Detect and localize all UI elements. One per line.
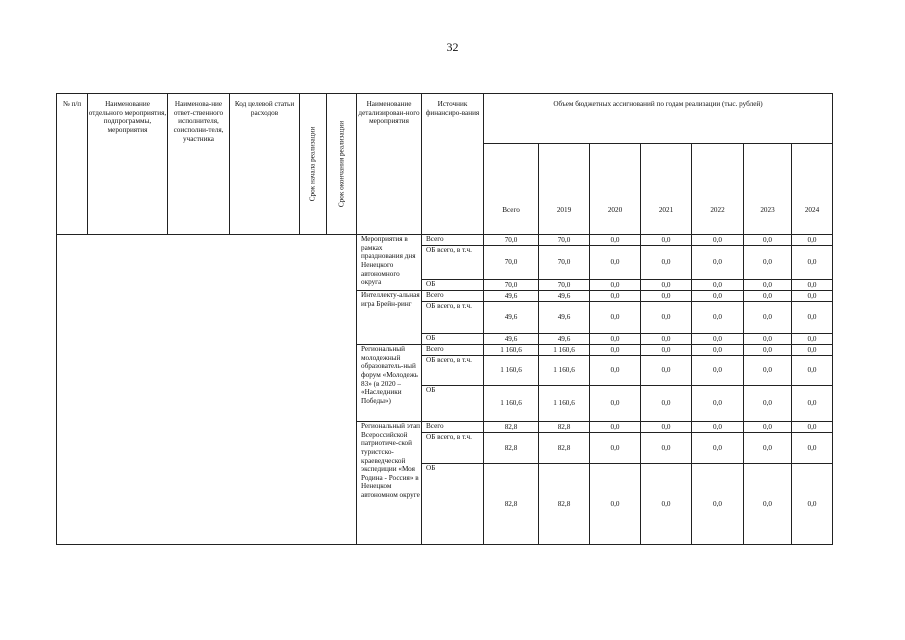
budget-value: 0,0 (744, 433, 792, 464)
header-budget-title: Объем бюджетных ассигнований по годам реализации (тыс. рублей) (484, 94, 833, 144)
budget-value: 0,0 (792, 302, 833, 334)
budget-value: 0,0 (744, 291, 792, 302)
budget-value: 0,0 (590, 334, 641, 345)
budget-value: 0,0 (590, 422, 641, 433)
budget-value: 82,8 (484, 464, 539, 545)
header-executor: Наименова-ние ответ-ственного исполнителя, соисполни-теля, участника (168, 94, 230, 235)
detailed-event-name: Региональный этап Всероссийской патриотиче-ской туристско-краеведческой экспедиции «Моя Родина - Россия» в Ненецком автономном округе (357, 422, 422, 545)
budget-value: 0,0 (744, 334, 792, 345)
budget-value: 0,0 (792, 356, 833, 386)
budget-value: 0,0 (744, 345, 792, 356)
blank-left-cells (57, 235, 357, 545)
budget-value: 0,0 (692, 464, 744, 545)
detailed-event-name: Региональный молодежный образователь-ный форум «Молодежь 83» (в 2020 – «Наследники Победы») (357, 345, 422, 422)
detailed-event-name: Мероприятия в рамках празднования дня Ненецкого автономного округа (357, 235, 422, 291)
budget-value: 0,0 (792, 280, 833, 291)
budget-value: 0,0 (641, 464, 692, 545)
budget-value: 0,0 (590, 246, 641, 280)
budget-value: 0,0 (692, 356, 744, 386)
budget-value: 0,0 (641, 302, 692, 334)
budget-value: 82,8 (539, 422, 590, 433)
budget-value: 0,0 (641, 280, 692, 291)
budget-value: 0,0 (590, 464, 641, 545)
detailed-event-name: Интеллекту-альная игра Брейн-ринг (357, 291, 422, 345)
budget-value: 0,0 (641, 345, 692, 356)
budget-value: 0,0 (744, 302, 792, 334)
budget-value: 49,6 (539, 291, 590, 302)
budget-value: 0,0 (641, 334, 692, 345)
budget-value: 0,0 (692, 422, 744, 433)
budget-value: 0,0 (641, 422, 692, 433)
budget-value: 0,0 (792, 422, 833, 433)
funding-source: ОБ (422, 464, 484, 545)
budget-value: 0,0 (692, 302, 744, 334)
budget-value: 0,0 (792, 433, 833, 464)
header-year-0: Всего (484, 144, 539, 235)
budget-value: 70,0 (484, 235, 539, 246)
budget-value: 0,0 (692, 345, 744, 356)
table-row (57, 235, 833, 246)
budget-value: 0,0 (590, 302, 641, 334)
budget-value: 0,0 (692, 386, 744, 422)
budget-value: 0,0 (692, 334, 744, 345)
header-source: Источник финансиро-вания (422, 94, 484, 235)
funding-source: Всего (422, 291, 484, 302)
header-code: Код целевой статьи расходов (230, 94, 300, 235)
header-year-6: 2024 (792, 144, 833, 235)
budget-value: 0,0 (692, 235, 744, 246)
budget-value: 0,0 (744, 386, 792, 422)
funding-source: ОБ всего, в т.ч. (422, 433, 484, 464)
header-start-term: Срок начала реализации (300, 94, 327, 235)
budget-value: 1 160,6 (539, 356, 590, 386)
budget-value: 0,0 (641, 386, 692, 422)
header-year-3: 2021 (641, 144, 692, 235)
budget-value: 0,0 (590, 356, 641, 386)
budget-value: 0,0 (792, 464, 833, 545)
budget-value: 1 160,6 (539, 345, 590, 356)
budget-value: 0,0 (641, 433, 692, 464)
header-year-4: 2022 (692, 144, 744, 235)
budget-value: 82,8 (539, 433, 590, 464)
budget-value: 0,0 (744, 422, 792, 433)
budget-value: 0,0 (692, 280, 744, 291)
funding-source: Всего (422, 345, 484, 356)
budget-value: 0,0 (744, 356, 792, 386)
budget-value: 0,0 (692, 433, 744, 464)
budget-value: 82,8 (484, 422, 539, 433)
budget-value: 70,0 (539, 280, 590, 291)
budget-value: 70,0 (484, 280, 539, 291)
budget-value: 0,0 (792, 246, 833, 280)
budget-value: 1 160,6 (484, 386, 539, 422)
header-year-1: 2019 (539, 144, 590, 235)
header-event-name: Наименование отдельного мероприятия, подпрограммы, мероприятия (88, 94, 168, 235)
budget-value: 0,0 (590, 280, 641, 291)
header-year-5: 2023 (744, 144, 792, 235)
budget-value: 0,0 (590, 291, 641, 302)
header-end-term: Срок окончания реализации (327, 94, 357, 235)
budget-value: 70,0 (484, 246, 539, 280)
header-year-2: 2020 (590, 144, 641, 235)
funding-source: Всего (422, 235, 484, 246)
budget-value: 0,0 (692, 246, 744, 280)
budget-value: 0,0 (744, 464, 792, 545)
page-number: 32 (446, 40, 459, 54)
budget-value: 49,6 (539, 302, 590, 334)
budget-value: 0,0 (590, 235, 641, 246)
budget-value: 0,0 (744, 235, 792, 246)
budget-value: 0,0 (590, 433, 641, 464)
budget-value: 0,0 (792, 386, 833, 422)
budget-value: 0,0 (744, 246, 792, 280)
budget-value: 0,0 (692, 291, 744, 302)
budget-value: 70,0 (539, 246, 590, 280)
budget-value: 1 160,6 (484, 356, 539, 386)
budget-value: 49,6 (484, 291, 539, 302)
budget-table (56, 93, 833, 545)
budget-value: 82,8 (539, 464, 590, 545)
budget-value: 0,0 (641, 356, 692, 386)
funding-source: ОБ (422, 280, 484, 291)
budget-value: 70,0 (539, 235, 590, 246)
budget-value: 82,8 (484, 433, 539, 464)
budget-value: 0,0 (792, 291, 833, 302)
funding-source: ОБ всего, в т.ч. (422, 302, 484, 334)
header-no: № п/п (57, 94, 88, 235)
funding-source: ОБ всего, в т.ч. (422, 356, 484, 386)
budget-value: 0,0 (744, 280, 792, 291)
budget-value: 0,0 (590, 386, 641, 422)
budget-value: 0,0 (641, 291, 692, 302)
budget-value: 1 160,6 (539, 386, 590, 422)
funding-source: ОБ (422, 386, 484, 422)
budget-value: 49,6 (539, 334, 590, 345)
funding-source: ОБ всего, в т.ч. (422, 246, 484, 280)
budget-value: 0,0 (792, 334, 833, 345)
budget-value: 49,6 (484, 302, 539, 334)
funding-source: ОБ (422, 334, 484, 345)
budget-value: 0,0 (590, 345, 641, 356)
header-detailed-name: Наименование детализирован-ного мероприятия (357, 94, 422, 235)
budget-value: 0,0 (641, 246, 692, 280)
budget-value: 0,0 (792, 345, 833, 356)
budget-value: 0,0 (641, 235, 692, 246)
budget-value: 0,0 (792, 235, 833, 246)
budget-value: 49,6 (484, 334, 539, 345)
budget-value: 1 160,6 (484, 345, 539, 356)
funding-source: Всего (422, 422, 484, 433)
